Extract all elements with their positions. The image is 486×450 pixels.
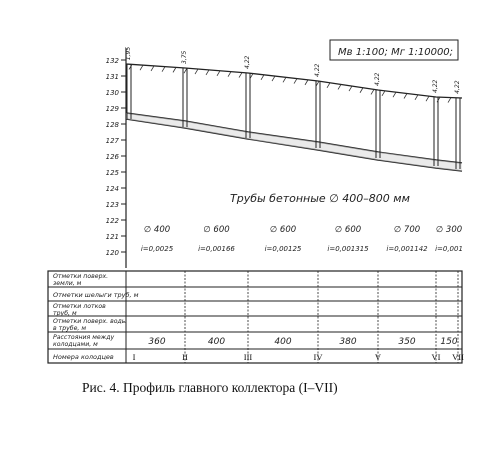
distance-value: 360 <box>148 337 166 347</box>
scale-box-text: Mв 1:100; Mг 1:10000; <box>338 47 454 58</box>
table-row-label: колодцами, м <box>53 341 98 348</box>
pipe-label: Трубы бетонные ∅ 400–800 мм <box>230 192 410 205</box>
hatch-mark <box>195 69 198 74</box>
elevation-tick-label: 126 <box>105 153 119 161</box>
well-number: III <box>243 352 253 362</box>
ground-surface-line <box>126 64 462 98</box>
manhole-depth-label: 4,22 <box>454 80 461 94</box>
manhole-depth-label: 1,95 <box>125 46 132 61</box>
elevation-tick-label: 120 <box>105 249 119 257</box>
hatch-mark <box>228 72 231 77</box>
hatch-mark <box>239 73 242 78</box>
table-row-label: земли, м <box>53 280 82 287</box>
elevation-tick-label: 124 <box>105 185 119 193</box>
elevation-tick-label: 132 <box>105 57 119 65</box>
hatch-mark <box>162 67 165 72</box>
table-row-label: Расстояния между <box>53 334 115 341</box>
segment-diameter: ∅ 400 <box>143 225 171 235</box>
well-number: VII <box>452 352 464 362</box>
hatch-mark <box>415 95 418 100</box>
distance-value: 400 <box>207 337 226 347</box>
elevation-tick-label: 130 <box>105 89 119 97</box>
table-row-label: Отметки поверх. воды <box>53 318 127 325</box>
hatch-mark <box>448 98 451 103</box>
hatch-mark <box>173 67 176 72</box>
hatch-mark <box>349 86 352 91</box>
hatch-mark <box>338 84 341 89</box>
elevation-tick-label: 127 <box>105 137 119 145</box>
pipe-body <box>126 113 462 171</box>
ground-hatching <box>129 64 451 102</box>
elevation-tick-label: 121 <box>105 233 119 241</box>
hatch-mark <box>404 94 407 99</box>
manhole-depth-label: 4,22 <box>314 63 321 77</box>
distance-value: 400 <box>274 337 292 347</box>
table-row-label: труб, м <box>53 310 77 317</box>
well-number: II <box>182 352 188 362</box>
figure-caption: Рис. 4. Профиль главного коллектора (I–VII) <box>82 380 338 395</box>
elevation-tick-label: 125 <box>105 169 119 177</box>
well-number: VI <box>431 352 441 362</box>
well-number: V <box>374 352 382 362</box>
segment-slope: i=0,0025 <box>140 245 174 253</box>
elevation-tick-label: 123 <box>105 201 119 209</box>
hatch-mark <box>272 76 275 81</box>
manhole-depth-label: 4,22 <box>432 79 439 93</box>
hatch-mark <box>327 83 330 88</box>
elevation-tick-label: 129 <box>105 105 119 113</box>
hatch-mark <box>217 71 220 76</box>
hatch-mark <box>360 88 363 93</box>
table-row-label: Отметки поверх. <box>53 273 109 280</box>
manhole-depth-label: 3,75 <box>181 50 188 64</box>
hatch-mark <box>294 79 297 84</box>
distance-value: 350 <box>398 337 416 347</box>
distance-value: 380 <box>339 337 357 347</box>
segment-slope: i=0,001 <box>435 245 463 253</box>
table-row-label: Отметки шелыги труб, м <box>53 291 139 299</box>
hatch-mark <box>426 96 429 101</box>
distance-value: 150 <box>440 337 458 347</box>
hatch-mark <box>283 77 286 82</box>
hatch-mark <box>261 75 264 80</box>
well-number: I <box>132 352 136 362</box>
elevation-ticks <box>106 57 126 257</box>
manholes <box>125 47 461 169</box>
segment-slope: i=0,001315 <box>327 245 369 253</box>
well-number: IV <box>313 352 323 362</box>
elevation-tick-label: 128 <box>105 121 119 129</box>
elevation-tick-label: 122 <box>105 217 119 225</box>
table-row-label: Отметки лотков <box>53 303 106 310</box>
hatch-mark <box>151 66 154 71</box>
hatch-mark <box>140 65 143 70</box>
table-row-label: Номера колодцев <box>53 353 114 361</box>
segment-diameter: ∅ 600 <box>269 225 297 235</box>
segment-diameter: ∅ 600 <box>203 225 230 235</box>
segment-labels <box>141 225 463 253</box>
hatch-mark <box>382 91 385 96</box>
hatch-mark <box>206 70 209 75</box>
segment-diameter: ∅ 300 <box>435 225 463 235</box>
segment-slope: i=0,001142 <box>386 245 428 253</box>
segment-slope: i=0,00125 <box>264 245 302 253</box>
segment-diameter: ∅ 600 <box>334 225 362 235</box>
hatch-mark <box>305 80 308 85</box>
profile-table <box>48 271 464 363</box>
hatch-mark <box>393 92 396 97</box>
manhole-depth-label: 4,22 <box>374 72 381 86</box>
elevation-tick-label: 131 <box>105 73 119 81</box>
hatch-mark <box>371 89 374 94</box>
segment-diameter: ∅ 700 <box>393 225 421 235</box>
manhole-depth-label: 4,22 <box>244 55 251 69</box>
table-row-label: в трубе, м <box>53 325 87 332</box>
segment-slope: i=0,00166 <box>198 245 235 253</box>
